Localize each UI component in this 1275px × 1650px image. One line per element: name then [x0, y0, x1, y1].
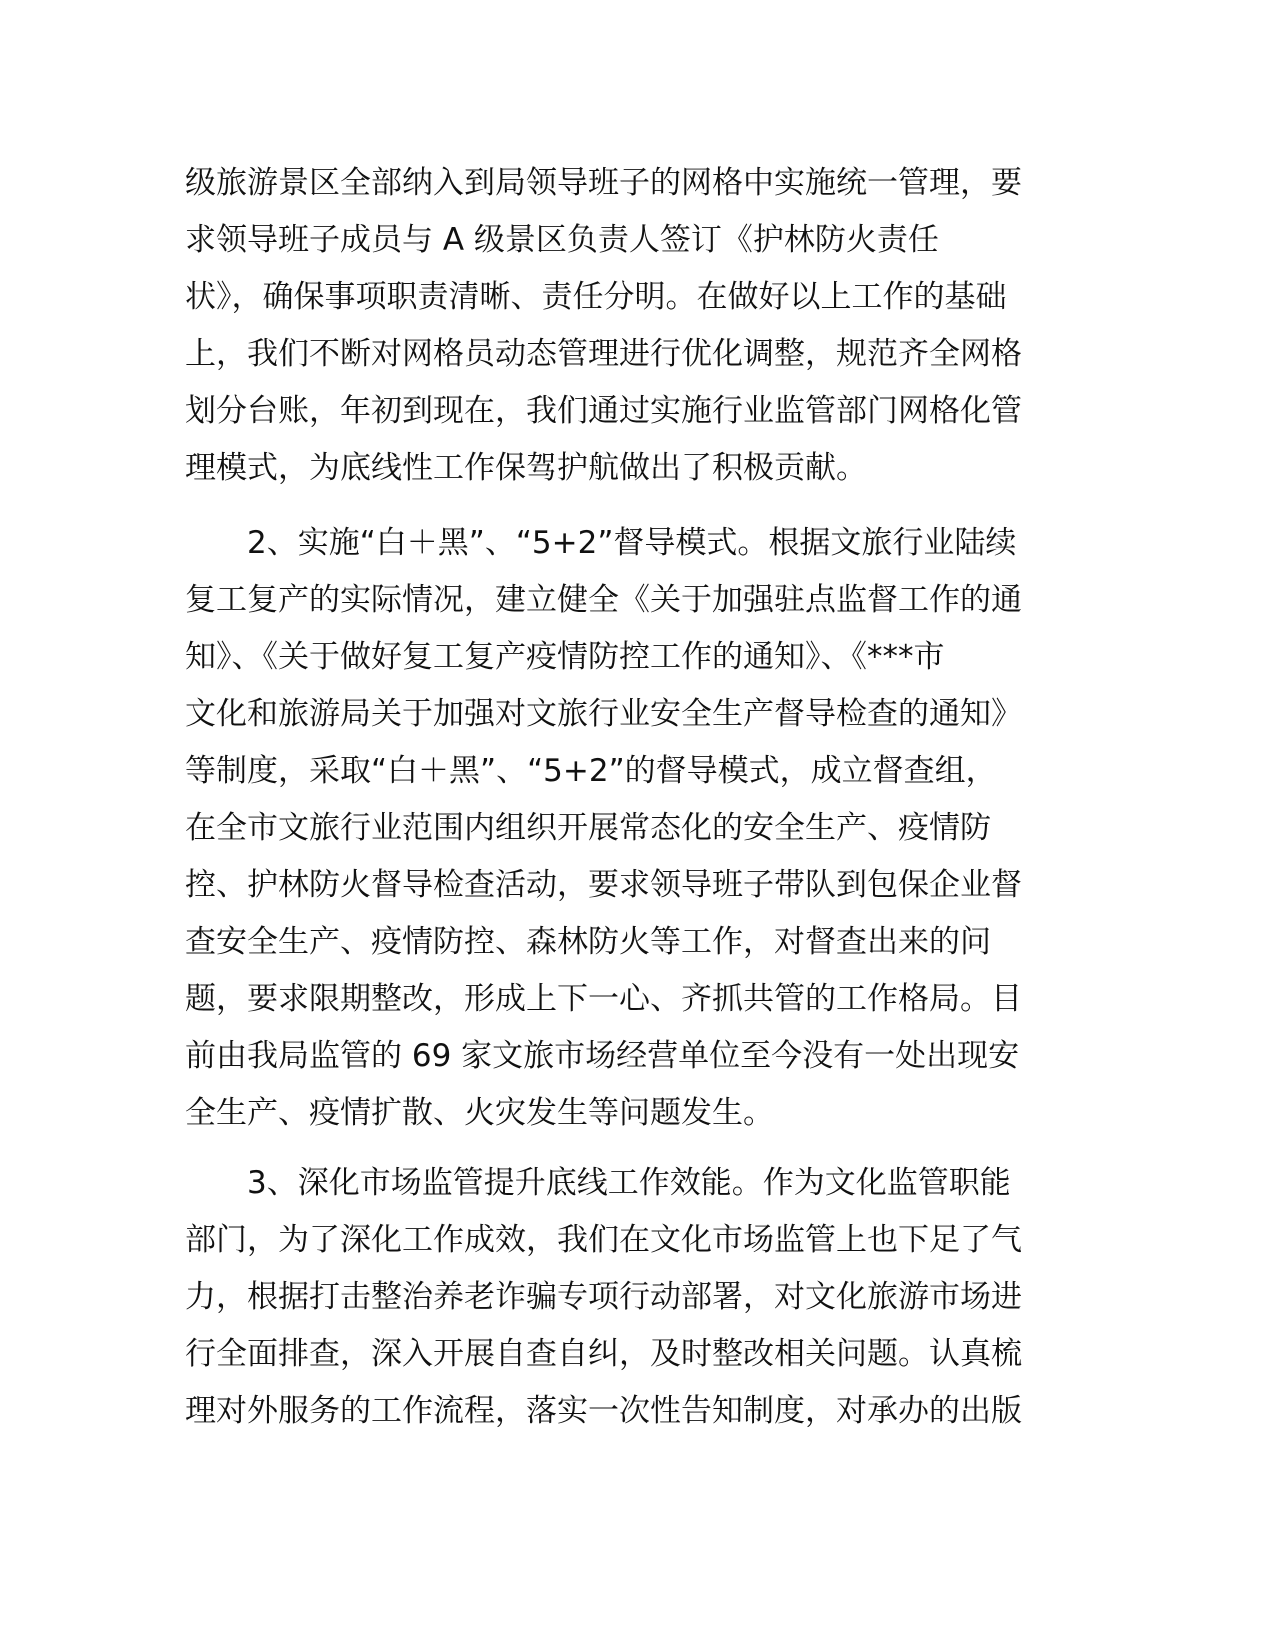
text-line: 知》、《关于做好复工复产疫情防控工作的通知》、《***市 — [185, 639, 945, 675]
text-line: 级旅游景区全部纳入到局领导班子的网格中实施统一管理，要 — [185, 165, 1022, 201]
text-line: 前由我局监管的 69 家文旅市场经营单位至今没有一处出现安 — [185, 1038, 1020, 1074]
text-line: 行全面排查，深入开展自查自纠，及时整改相关问题。认真梳 — [185, 1336, 1022, 1372]
text-line: 状》，确保事项职责清晰、责任分明。在做好以上工作的基础 — [185, 279, 1007, 315]
text-line: 文化和旅游局关于加强对文旅行业安全生产督导检查的通知》 — [185, 696, 1022, 732]
text-line: 查安全生产、疫情防控、森林防火等工作，对督查出来的问 — [185, 924, 991, 960]
text-line: 等制度，采取“白＋黑”、“5+2”的督导模式，成立督查组， — [185, 753, 997, 789]
text-line: 3、深化市场监管提升底线工作效能。作为文化监管职能 — [185, 1165, 1011, 1201]
paragraph-market-supervision — [185, 1155, 1085, 1440]
text-line: 划分台账，年初到现在，我们通过实施行业监管部门网格化管 — [185, 393, 1022, 429]
text-line: 复工复产的实际情况，建立健全《关于加强驻点监督工作的通 — [185, 582, 1022, 618]
text-line: 全生产、疫情扩散、火灾发生等问题发生。 — [185, 1095, 774, 1131]
text-line: 求领导班子成员与 A 级景区负责人签订《护林防火责任 — [185, 222, 939, 258]
text-line: 2、实施“白＋黑”、“5+2”督导模式。根据文旅行业陆续 — [185, 525, 1017, 561]
paragraph-supervision-mode — [185, 515, 1085, 1142]
text-line: 上，我们不断对网格员动态管理进行优化调整，规范齐全网格 — [185, 336, 1022, 372]
text-line: 理模式，为底线性工作保驾护航做出了积极贡献。 — [185, 450, 867, 486]
text-line: 题，要求限期整改，形成上下一心、齐抓共管的工作格局。目 — [185, 981, 1022, 1017]
text-line: 力，根据打击整治养老诈骗专项行动部署，对文化旅游市场进 — [185, 1279, 1022, 1315]
paragraph-grid-management — [185, 155, 1085, 497]
text-line: 控、护林防火督导检查活动，要求领导班子带队到包保企业督 — [185, 867, 1022, 903]
text-line: 理对外服务的工作流程，落实一次性告知制度，对承办的出版 — [185, 1393, 1022, 1429]
text-line: 在全市文旅行业范围内组织开展常态化的安全生产、疫情防 — [185, 810, 991, 846]
text-line: 部门，为了深化工作成效，我们在文化市场监管上也下足了气 — [185, 1222, 1022, 1258]
